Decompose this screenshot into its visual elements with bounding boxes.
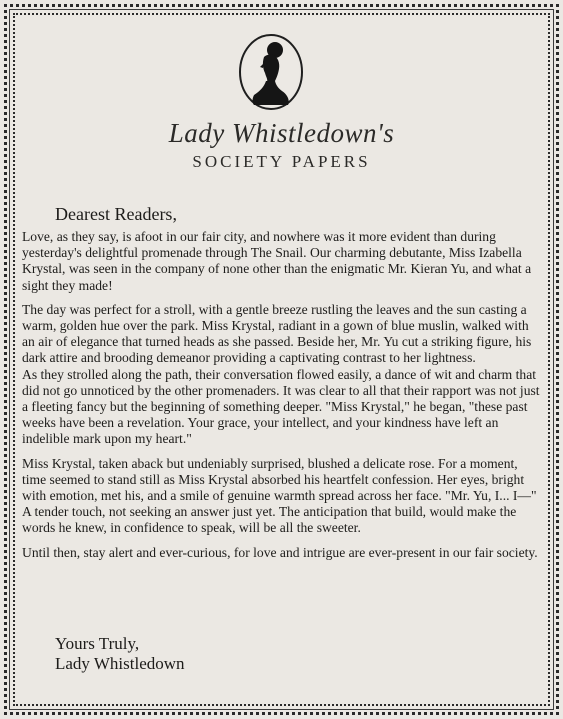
closing-line: Yours Truly, bbox=[55, 634, 140, 653]
paragraph: The day was perfect for a stroll, with a gentle breeze rustling the leaves and the sun casting a warm, golden hue over the park. Miss Krystal, radiant in a gown of blue muslin, walked with an air of elegance that turned heads as she passed. Beside her, Mr. Yu cut a striking figure, his dark attire and brooding demeanor providing a captivating contrast to her lightness. bbox=[22, 301, 532, 366]
masthead-title: Lady Whistledown's bbox=[168, 118, 395, 148]
paragraph: Love, as they say, is afoot in our fair city, and nowhere was it more evident than during yesterday's delightful promenade through The Snail. Our charming debutante, Miss Izabella Krystal, was seen in the company of none other than the enigmatic Mr. Kieran Yu, and what a sight they made! bbox=[22, 229, 532, 293]
signoff bbox=[55, 634, 185, 674]
paragraph: Miss Krystal, taken aback but undeniably surprised, blushed a delicate rose. For a moment, time seemed to stand still as Miss Krystal absorbed his heartfelt confession. Her eyes, bright with emotion, met his, and a smile of genuine warmth spread across her face. "Mr. Yu, I... I—" A tender touch, not seeking an answer just yet. The anticipation that build, would make the words he knew, in confidence to speak, will be all the sweeter. bbox=[22, 455, 537, 536]
letter-greeting: Dearest Readers, bbox=[55, 204, 177, 224]
masthead-subtitle: SOCIETY PAPERS bbox=[192, 152, 371, 171]
signature: Lady Whistledown bbox=[55, 654, 185, 673]
woman-silhouette-cameo-icon bbox=[238, 33, 304, 111]
paragraph: Until then, stay alert and ever-curious, for love and intrigue are ever-present in our fair society. bbox=[22, 544, 538, 560]
paragraph: As they strolled along the path, their conversation flowed easily, a dance of wit and charm that did not go unnoticed by the other promenaders. It was clear to all that their rapport was not just a fleeting fancy but the beginning of something deeper. "Miss Krystal," he began, "these past weeks have been a revelation. Your grace, your intellect, and your kindness have left an indelible mark upon my heart." bbox=[22, 366, 540, 447]
letter-body bbox=[22, 229, 544, 569]
